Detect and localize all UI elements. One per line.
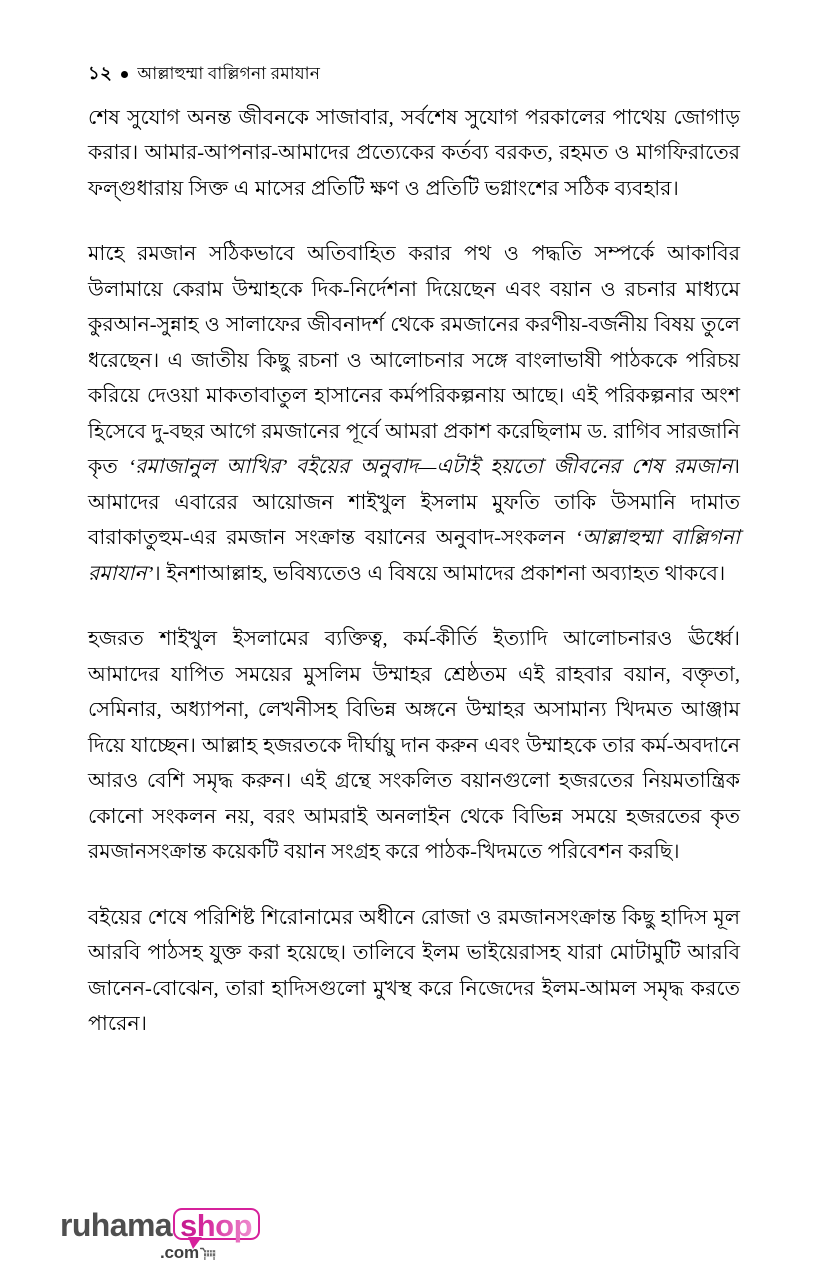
logo-domain-row [160, 1243, 216, 1263]
page-text-column [88, 62, 740, 1043]
running-head-title: আল্লাহুম্মা বাল্লিগনা রমাযান [137, 63, 321, 83]
running-head [88, 62, 740, 85]
text-run: হজরত শাইখুল ইসলামের ব্যক্তিত্ব, কর্ম-কীর্তি ইত্যাদি আলোচনারও ঊর্ধ্বে। আমাদের যাপিত সময়ের মুসলিম উম্মাহর শ্রেষ্ঠতম এই রাহবার বয়ান, বক্তৃতা, সেমিনার, অধ্যাপনা, লেখনীসহ বিভিন্ন অঙ্গনে উম্মাহর অসামান্য খিদমত আঞ্জাম দিয়ে যাচ্ছেন। আল্লাহ হজরতকে দীর্ঘায়ু দান করুন এবং উম্মাহকে তার কর্ম-অবদানে আরও বেশি সমৃদ্ধ করুন। এই গ্রন্থে সংকলিত বয়ানগুলো হজরতের নিয়মতান্ত্রিক কোনো সংকলন নয়, বরং আমরাই অনলাইন থেকে বিভিন্ন সময়ে হজরতের কৃত রমজানসংক্রান্ত কয়েকটি বয়ান সংগ্রহ করে পাঠক-খিদমতে পরিবেশন করছি। [88, 628, 740, 863]
shopping-cart-icon [200, 1247, 216, 1262]
paragraph-3 [88, 622, 740, 871]
text-run: মাহে রমজান সঠিকভাবে অতিবাহিত করার পথ ও পদ্ধতি সম্পর্কে আকাবির উলামায়ে কেরাম উম্মাহকে দিক-নির্দেশনা দিয়েছেন এবং বয়ান ও রচনার মাধ্যমে কুরআন-সুন্নাহ ও সালাফের জীবনাদর্শ থেকে রমজানের করণীয়-বর্জনীয় বিষয় তুলে ধরেছেন। এ জাতীয় কিছু রচনা ও আলোচনার সঙ্গে বাংলাভাষী পাঠককে পরিচয় করিয়ে দেওয়া মাকতাবাতুল হাসানের কর্মপরিকল্পনায় আছে। এই পরিকল্পনার অংশ হিসেবে দু-বছর আগে রমজানের পূর্বে আমরা প্রকাশ করেছিলাম ড. রাগিব সারজানি কৃত [88, 243, 740, 478]
logo-brand-primary: ruhama [60, 1207, 172, 1243]
paragraph-1 [88, 101, 740, 208]
paragraph-2 [88, 237, 740, 592]
bullet-dot-icon [121, 71, 128, 78]
text-run-italic-book-title-1: ‘রমাজানুল আখির’ বইয়ের অনুবাদ—এটাই হয়তো জীবনের শেষ রমজান [128, 456, 733, 478]
text-run: । আমাদের এবারের আয়োজন শাইখুল ইসলাম মুফতি তাকি উসমানি দামাত বারাকাতুহুম-এর রমজান সংক্রান্ত বয়ানের অনুবাদ-সংকলন [88, 456, 740, 549]
logo-speech-bubble [173, 1208, 260, 1243]
logo-brand-secondary: shop [180, 1208, 253, 1243]
text-run: । ইনশাআল্লাহ, ভবিষ্যতেও এ বিষয়ে আমাদের প্রকাশনা অব্যাহত থাকবে। [153, 562, 726, 585]
text-run-italic-book-title-2: ‘আল্লাহুম্মা বাল্লিগনা রমাযান’ [88, 527, 740, 585]
logo-wordmark [60, 1208, 290, 1244]
watermark-logo [60, 1208, 290, 1270]
logo-domain-suffix: .com [160, 1243, 199, 1262]
page-number: ১২ [88, 63, 113, 83]
text-run: বইয়ের শেষে পরিশিষ্ট শিরোনামের অধীনে রোজা ও রমজানসংক্রান্ত কিছু হাদিস মূল আরবি পাঠসহ যুক্ত করা হয়েছে। তালিবে ইলম ভাইয়েরাসহ যারা মোটামুটি আরবি জানেন-বোঝেন, তারা হাদিসগুলো মুখস্থ করে নিজেদের ইলম-আমল সমৃদ্ধ করতে পারেন। [88, 906, 740, 1035]
text-run: শেষ সুযোগ অনন্ত জীবনকে সাজাবার, সর্বশেষ সুযোগ পরকালের পাথেয় জোগাড় করার। আমার-আপনার-আমাদের প্রত্যেকের কর্তব্য বরকত, রহমত ও মাগফিরাতের ফল্গুধারায় সিক্ত এ মাসের প্রতিটি ক্ষণ ও প্রতিটি ভগ্নাংশের সঠিক ব্যবহার। [88, 106, 740, 200]
paragraph-4 [88, 901, 740, 1043]
